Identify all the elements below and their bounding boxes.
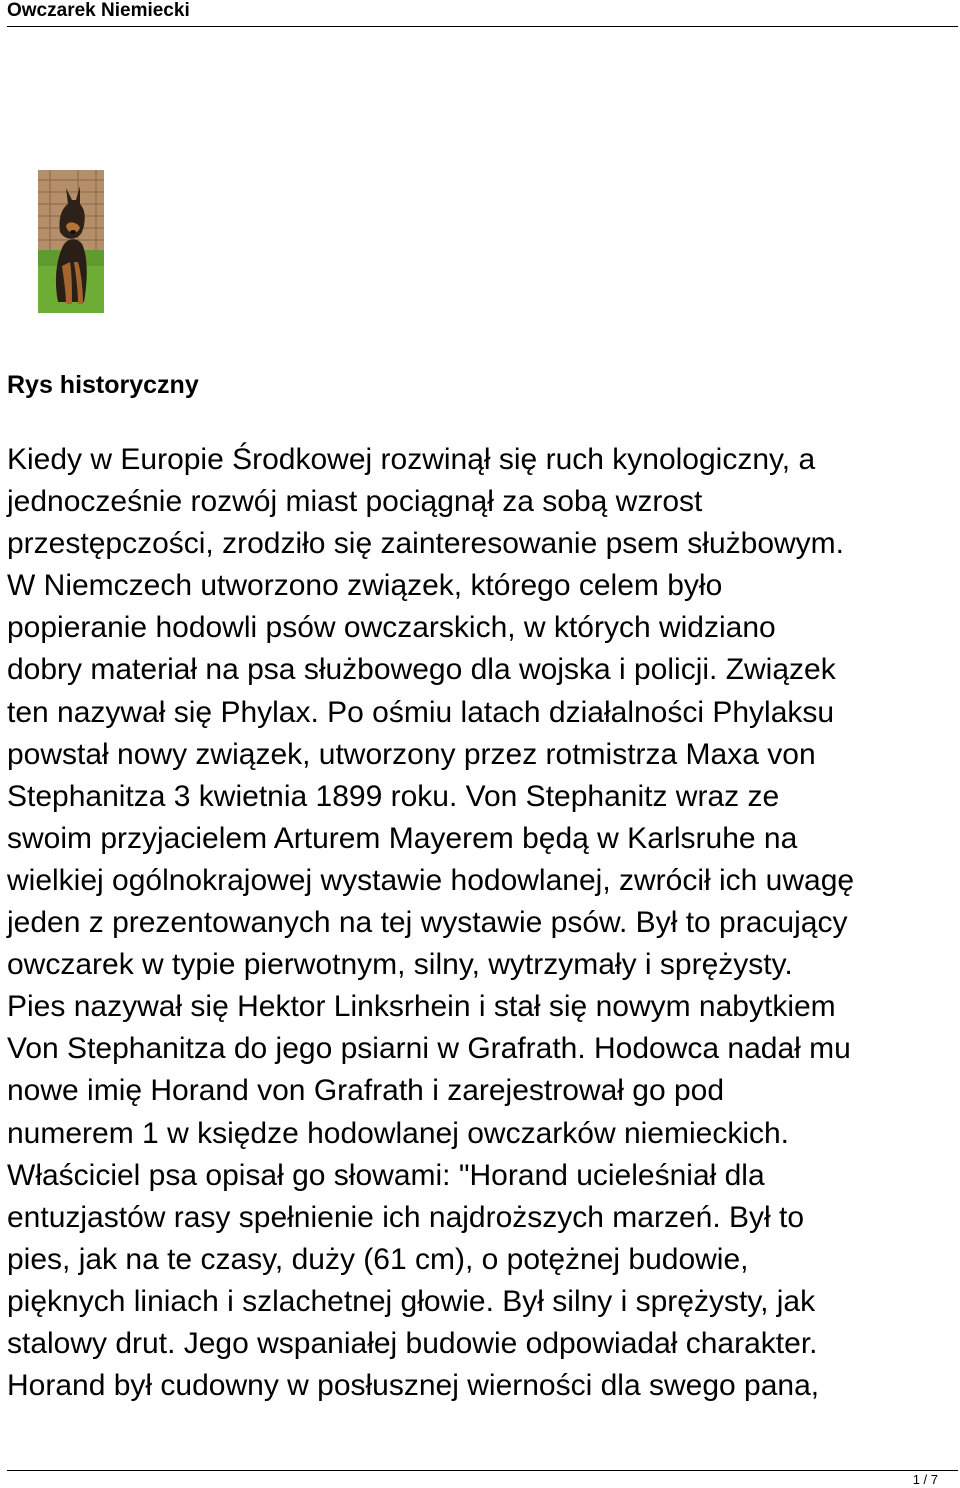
page-header — [7, 0, 958, 27]
text-line: pies, jak na te czasy, duży (61 cm), o potężnej budowie, — [7, 1242, 749, 1276]
section-heading: Rys historyczny — [7, 371, 199, 399]
text-line: powstał nowy związek, utworzony przez rotmistrza Maxa von — [7, 737, 816, 771]
text-line: nowe imię Horand von Grafrath i zarejestrował go pod — [7, 1074, 725, 1108]
page-header-title: Owczarek Niemiecki — [7, 0, 190, 21]
text-line: jednocześnie rozwój miast pociągnął za sobą wzrost — [7, 485, 703, 519]
text-line: ten nazywał się Phylax. Po ośmiu latach działalności Phylaksu — [7, 695, 835, 729]
text-line: Pies nazywał się Hektor Linksrhein i stał się nowym nabytkiem — [7, 990, 836, 1024]
text-line: entuzjastów rasy spełnienie ich najdroższych marzeń. Był to — [7, 1200, 805, 1234]
text-line: pięknych liniach i szlachetnej głowie. Był silny i sprężysty, jak — [7, 1284, 816, 1318]
text-line: stalowy drut. Jego wspaniałej budowie odpowiadał charakter. — [7, 1326, 818, 1360]
text-line: Kiedy w Europie Środkowej rozwinął się ruch kynologiczny, a — [7, 443, 816, 476]
text-line: owczarek w typie pierwotnym, silny, wytrzymały i sprężysty. — [7, 948, 793, 982]
article-body — [7, 439, 959, 1407]
text-line: swoim przyjacielem Arturem Mayerem będą w Karlsruhe na — [7, 821, 798, 855]
text-line: przestępczości, zrodziło się zainteresowanie psem służbowym. — [7, 527, 845, 561]
text-line: Horand był cudowny w posłusznej wierności dla swego pana, — [7, 1369, 820, 1403]
text-line: wielkiej ogólnokrajowej wystawie hodowlanej, zwrócił ich uwagę — [7, 863, 855, 897]
page-footer — [7, 1470, 958, 1488]
text-line: Stephanitza 3 kwietnia 1899 roku. Von Stephanitz wraz ze — [7, 779, 780, 813]
text-line: jeden z prezentowanych na tej wystawie psów. Był to pracujący — [7, 906, 848, 940]
page-number: 1 / 7 — [912, 1472, 938, 1487]
text-line: W Niemczech utworzono związek, którego celem było — [7, 569, 723, 603]
text-line: dobry materiał na psa służbowego dla wojska i policji. Związek — [7, 653, 836, 687]
text-line: numerem 1 w księdze hodowlanej owczarków niemieckich. — [7, 1116, 790, 1150]
text-line: Von Stephanitza do jego psiarni w Grafrath. Hodowca nadał mu — [7, 1032, 851, 1066]
text-line: popieranie hodowli psów owczarskich, w których widziano — [7, 611, 776, 645]
dog-photo — [38, 170, 104, 313]
text-line: Właściciel psa opisał go słowami: "Horand ucieleśniał dla — [7, 1158, 765, 1192]
